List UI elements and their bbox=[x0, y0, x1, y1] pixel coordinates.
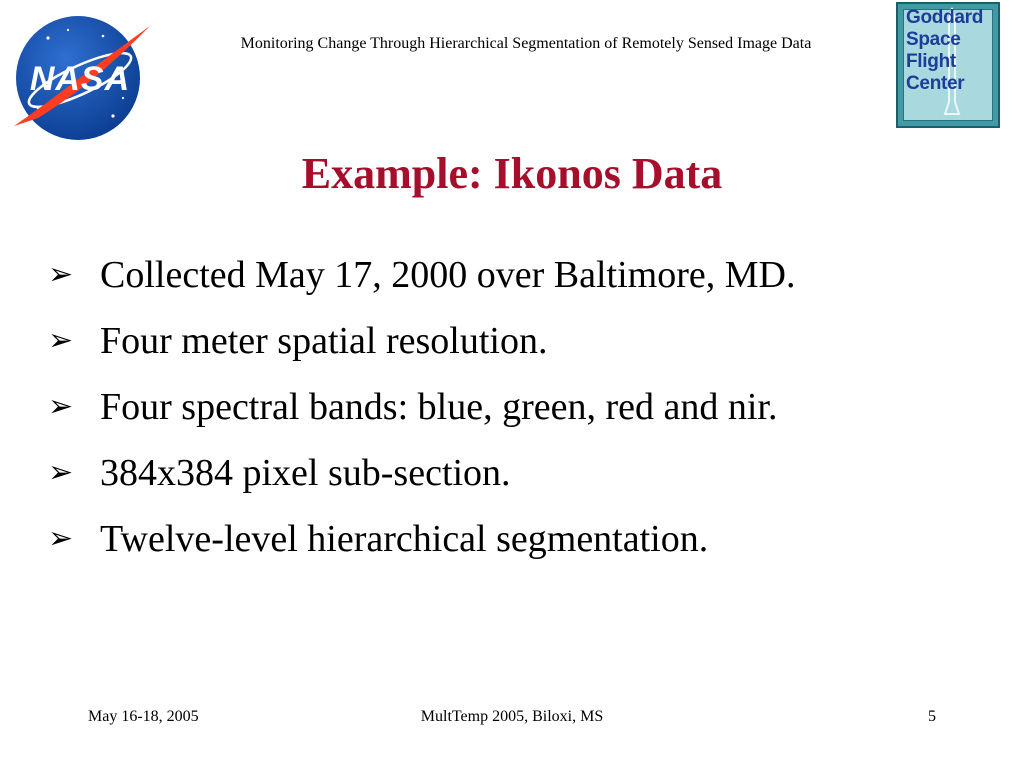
gsfc-logo-text bbox=[906, 7, 983, 95]
gsfc-line-1: Goddard bbox=[906, 7, 984, 28]
arrow-bullet-icon: ➢ bbox=[48, 389, 74, 424]
bullet-text: Collected May 17, 2000 over Baltimore, MD. bbox=[100, 254, 796, 296]
bullet-list bbox=[48, 250, 796, 580]
slide-title: Example: Ikonos Data bbox=[301, 149, 723, 198]
footer-page-number: 5 bbox=[928, 708, 936, 725]
bullet-text: Four meter spatial resolution. bbox=[100, 320, 548, 362]
gsfc-line-2: Space bbox=[906, 29, 961, 50]
footer-date: May 16-18, 2005 bbox=[88, 708, 199, 725]
arrow-bullet-icon: ➢ bbox=[48, 257, 74, 292]
header-title: Monitoring Change Through Hierarchical Segmentation of Remotely Sensed Image Data bbox=[240, 35, 812, 52]
bullet-text: Four spectral bands: blue, green, red and nir. bbox=[100, 386, 778, 428]
bullet-item bbox=[48, 514, 796, 580]
bullet-item bbox=[48, 316, 796, 382]
nasa-logo-text: NASA bbox=[29, 60, 131, 98]
arrow-bullet-icon: ➢ bbox=[48, 323, 74, 358]
gsfc-logo bbox=[896, 2, 1000, 128]
bullet-item bbox=[48, 382, 796, 448]
gsfc-line-4: Center bbox=[906, 73, 965, 94]
gsfc-line-3: Flight bbox=[906, 51, 956, 72]
bullet-item bbox=[48, 250, 796, 316]
arrow-bullet-icon: ➢ bbox=[48, 455, 74, 490]
arrow-bullet-icon: ➢ bbox=[48, 521, 74, 556]
nasa-logo bbox=[8, 8, 156, 148]
bullet-text: Twelve-level hierarchical segmentation. bbox=[100, 518, 709, 560]
bullet-text: 384x384 pixel sub-section. bbox=[100, 452, 511, 494]
footer-event: MultTemp 2005, Biloxi, MS bbox=[420, 708, 604, 725]
bullet-item bbox=[48, 448, 796, 514]
